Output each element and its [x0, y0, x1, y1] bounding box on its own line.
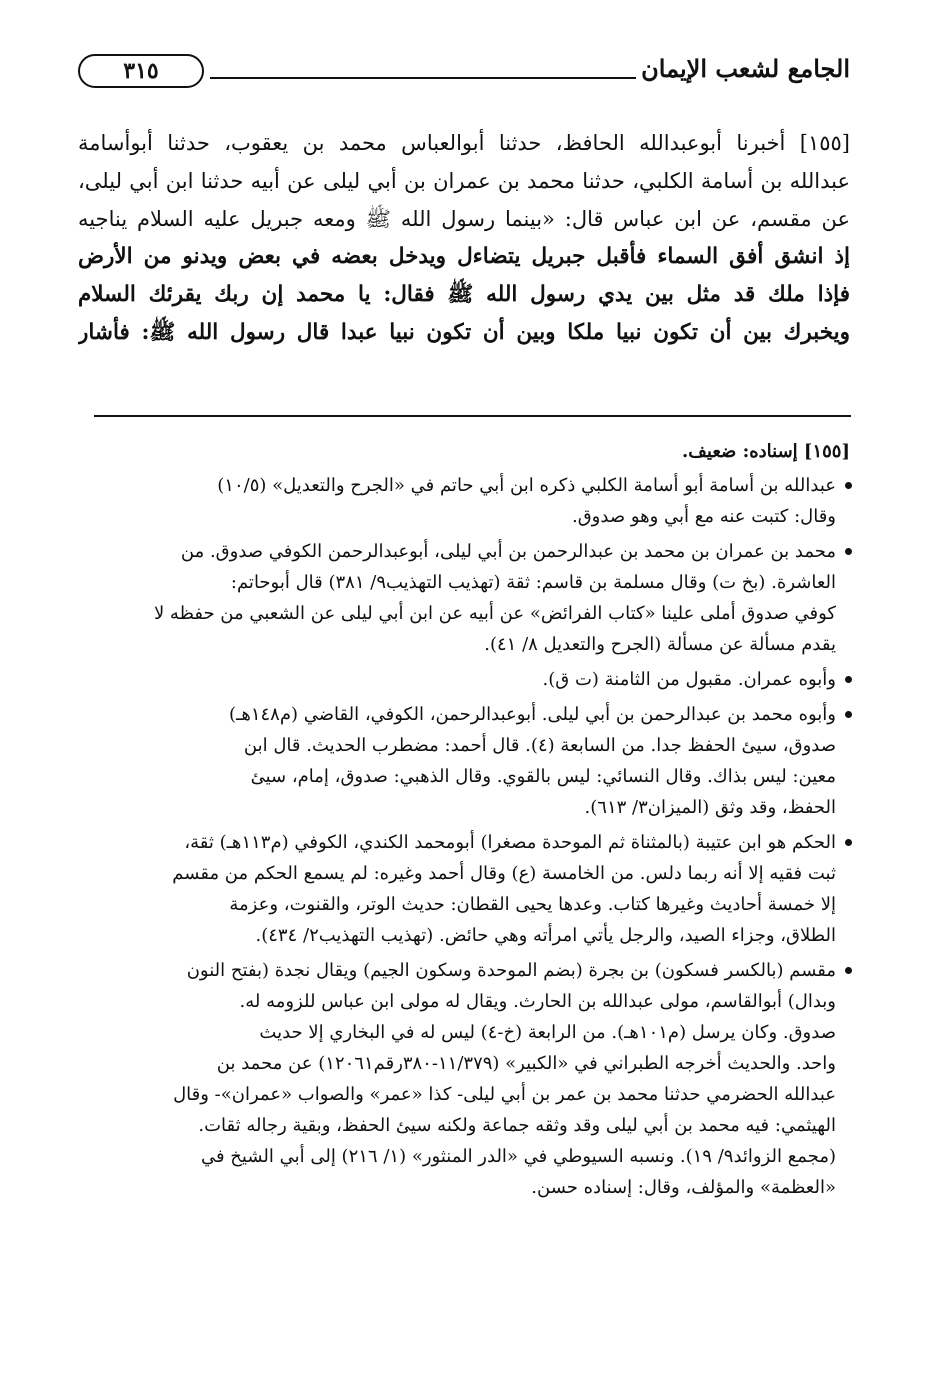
- bullet-icon: [845, 482, 852, 489]
- footnote-line: صدوق، سيئ الحفظ جدا. من السابعة (٤). قال أحمد: مضطرب الحديث. قال ابن: [243, 735, 836, 756]
- main-text-line: عبدالله بن أسامة الكلبي، حدثنا محمد بن عمران بن أبي ليلى عن أبيه حدثنا ابن أبي ليلى،: [78, 169, 850, 193]
- main-text-line: فإذا ملك قد مثل بين يدي رسول الله ﷺ فقال: يا محمد إن ربك يقرئك السلام: [78, 282, 850, 307]
- footnote-line: يقدم مسألة عن مسألة (الجرح والتعديل ٨/ ٤١).: [484, 634, 836, 655]
- footnote-line: عبدالله الحضرمي حدثنا محمد بن عمر بن أبي ليلى- كذا «عمر» والصواب «عمران»- وقال: [173, 1084, 836, 1105]
- footnote-bullet: [78, 536, 850, 660]
- footnote-line: واحد. والحديث أخرجه الطبراني في «الكبير» (١١/٣٧٩-٣٨٠رقم١٢٠٦١) عن محمد بن: [216, 1053, 836, 1074]
- footnote-bullet: [78, 827, 850, 951]
- main-text-line: عن مقسم، عن ابن عباس قال: «بينما رسول الله ﷺ ومعه جبريل عليه السلام يناجيه: [78, 207, 850, 231]
- footnote-bullet: [78, 664, 850, 695]
- footnote-line: وقال: كتبت عنه مع أبي وهو صدوق.: [571, 506, 836, 527]
- footnotes: [78, 436, 850, 1207]
- footnote-line: ثبت فقيه إلا أنه ربما دلس. من الخامسة (ع) وقال أحمد وغيره: لم يسمع الحكم من مقسم: [172, 863, 836, 884]
- bullet-icon: [845, 711, 852, 718]
- footnote-bullet: [78, 955, 850, 1203]
- footnote-heading: [١٥٥] إسناده: ضعيف.: [682, 441, 850, 462]
- footnote-line: الطلاق، وجزاء الصيد، والرجل يأتي امرأته وهي حائض. (تهذيب التهذيب٢/ ٤٣٤).: [255, 925, 836, 946]
- footnote-line: معين: ليس بذاك. وقال النسائي: ليس بالقوي. وقال الذهبي: صدوق، إمام، سيئ: [250, 766, 836, 787]
- footnote-line: (مجمع الزوائد٩/ ١٩). ونسبه السيوطي في «الدر المنثور» (١/ ٢١٦) إلى أبي الشيخ في: [200, 1146, 836, 1167]
- footnote-line: مقسم (بالكسر فسكون) بن بجرة (بضم الموحدة وسكون الجيم) ويقال نجدة (بفتح النون: [186, 960, 836, 981]
- footnote-line: إلا خمسة أحاديث وغيرها كتاب. وعدها يحيى القطان: حديث الوتر، والقنوت، وعزمة: [229, 894, 836, 915]
- footnote-line: الحكم هو ابن عتيبة (بالمثناة ثم الموحدة مصغرا) أبومحمد الكندي، الكوفي (م١١٣هـ) ثقة،: [184, 832, 836, 853]
- footnote-line: العاشرة. (بخ ت) وقال مسلمة بن قاسم: ثقة (تهذيب التهذيب٩/ ٣٨١) قال أبوحاتم:: [230, 572, 836, 593]
- header-rule: [210, 77, 636, 79]
- page-header: [78, 48, 850, 100]
- footnote-line: عبدالله بن أسامة أبو أسامة الكلبي ذكره ابن أبي حاتم في «الجرح والتعديل» (١٠/٥): [217, 475, 836, 496]
- footnote-line: الهيثمي: فيه محمد بن أبي ليلى وقد وثقه جماعة ولكنه سيئ الحفظ، وبقية رجاله ثقات.: [198, 1115, 836, 1136]
- footnote-line: «العظمة» والمؤلف، وقال: إسناده حسن.: [531, 1177, 836, 1198]
- footnote-line: وأبوه عمران. مقبول من الثامنة (ت ق).: [542, 669, 836, 690]
- page-number: ٣١٥: [78, 54, 204, 88]
- footnote-line: وبدال) أبوالقاسم، مولى عبدالله بن الحارث. ويقال له مولى ابن عباس للزومه له.: [239, 991, 836, 1012]
- footnote-bullet: [78, 470, 850, 532]
- footnote-line: صدوق. وكان يرسل (م١٠١هـ). من الرابعة (خ-٤) ليس له في البخاري إلا حديث: [259, 1022, 836, 1043]
- bullet-icon: [845, 839, 852, 846]
- footnote-line: الحفظ، وقد وثق (الميزان٣/ ٦١٣).: [584, 797, 836, 818]
- bullet-icon: [845, 967, 852, 974]
- footnote-line: محمد بن عمران بن محمد بن عبدالرحمن بن أبي ليلى، أبوعبدالرحمن الكوفي صدوق. من: [180, 541, 836, 562]
- footnote-line: كوفي صدوق أملى علينا «كتاب الفرائض» عن أبيه عن ابن أبي ليلى عن الشعبي من حفظه لا: [153, 603, 836, 624]
- footnote-line: وأبوه محمد بن عبدالرحمن بن أبي ليلى. أبوعبدالرحمن، الكوفي، القاضي (م١٤٨هـ): [229, 704, 836, 725]
- bullet-icon: [845, 548, 852, 555]
- main-text-line: إذ انشق أفق السماء فأقبل جبريل يتضاءل ويدخل بعضه في بعض ويدنو من الأرض: [78, 244, 850, 269]
- main-text-line: [١٥٥] أخبرنا أبوعبدالله الحافظ، حدثنا أبوالعباس محمد بن يعقوب، حدثنا أبوأسامة: [78, 131, 850, 155]
- main-text-line: ويخبرك بين أن تكون نبيا ملكا وبين أن تكون نبيا عبدا قال رسول الله ﷺ: فأشار: [78, 320, 850, 345]
- running-title: الجامع لشعب الإيمان: [641, 54, 850, 83]
- footnote-bullet: [78, 699, 850, 823]
- bullet-icon: [845, 676, 852, 683]
- main-text: [78, 124, 850, 352]
- footnote-divider: [94, 415, 851, 417]
